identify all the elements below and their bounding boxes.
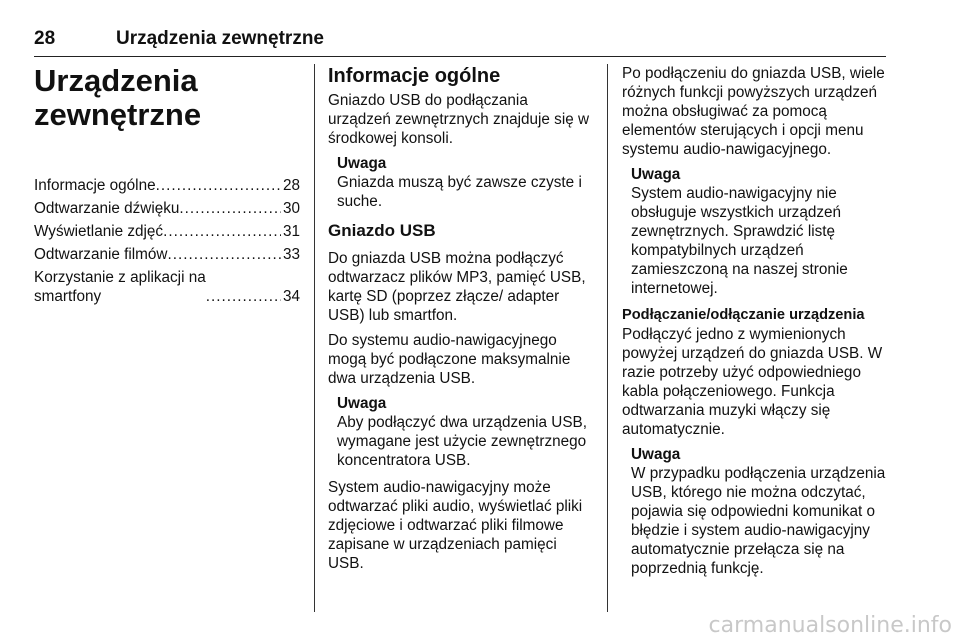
- chapter-title: Urządzenia zewnętrzne: [34, 63, 202, 132]
- note-title: Uwaga: [337, 395, 387, 412]
- paragraph: Po podłączeniu do gniazda USB, wiele różnych funkcji powyższych urządzeń można obsługiwać za pomocą elementów sterujących i opcji menu systemu audio-nawigacyjnego.: [622, 65, 885, 158]
- column-toc: [34, 64, 300, 310]
- toc-leader: [206, 287, 281, 306]
- note-text: W przypadku podłączenia urządzenia USB, którego nie można odczytać, pojawia się odpowiedni komunikat o błędzie i system audio-nawigacyjny automatycznie przełącza się na poprzednią funkcję.: [631, 465, 886, 577]
- toc-page: 34: [282, 288, 300, 305]
- note-text: Aby podłączyć dwa urządzenia USB, wymagane jest użycie zewnętrznego koncentratora USB.: [337, 414, 587, 469]
- toc-leader: [163, 222, 281, 241]
- note-text: Gniazda muszą być zawsze czyste i suche.: [337, 174, 582, 210]
- paragraph: Do gniazda USB można podłączyć odtwarzacz plików MP3, pamięć USB, kartę SD (poprzez złącze/ adapter USB) lub smartfon.: [328, 250, 586, 324]
- toc-page: 30: [282, 200, 300, 217]
- toc-label: Korzystanie z aplikacji na smartfony: [34, 269, 206, 305]
- note-text: System audio-nawigacyjny nie obsługuje wszystkich urządzeń zewnętrznych. Sprawdzić listę kompatybilnych urządzeń zamieszczoną na naszej stronie internetowej.: [631, 185, 848, 297]
- column-general-info: [328, 64, 594, 579]
- toc-label: Odtwarzanie filmów: [34, 246, 168, 263]
- page-number: 28: [34, 28, 56, 49]
- toc-label: Wyświetlanie zdjęć: [34, 223, 164, 240]
- note-box: [337, 154, 594, 211]
- table-of-contents: [34, 176, 300, 306]
- toc-leader: [167, 245, 281, 264]
- note-title: Uwaga: [631, 166, 681, 183]
- toc-label: Informacje ogólne: [34, 177, 156, 194]
- section-heading: Informacje ogólne: [328, 65, 501, 87]
- paragraph: Do systemu audio-nawigacyjnego mogą być podłączone maksymalnie dwa urządzenia USB.: [328, 332, 571, 387]
- note-box: [631, 165, 888, 298]
- toc-page: 33: [282, 246, 300, 263]
- toc-entry[interactable]: [34, 268, 300, 306]
- column-divider: [607, 64, 608, 612]
- toc-entry[interactable]: [34, 245, 300, 264]
- page-header: [34, 28, 886, 57]
- subsection-heading: Podłączanie/odłączanie urządzenia: [622, 307, 865, 323]
- column-usb-connection: [622, 64, 888, 586]
- note-title: Uwaga: [337, 155, 387, 172]
- note-box: [337, 394, 594, 470]
- note-title: Uwaga: [631, 446, 681, 463]
- toc-entry[interactable]: [34, 176, 300, 195]
- toc-leader: [179, 199, 281, 218]
- paragraph: System audio-nawigacyjny może odtwarzać pliki audio, wyświetlać pliki zdjęciowe i odtwarzać pliki filmowe zapisane w urządzeniach pamięci USB.: [328, 479, 583, 572]
- toc-label: Odtwarzanie dźwięku: [34, 200, 180, 217]
- watermark: carmanualsonline.info: [708, 613, 952, 638]
- toc-page: 28: [282, 177, 300, 194]
- toc-entry[interactable]: [34, 222, 300, 241]
- running-title: Urządzenia zewnętrzne: [116, 28, 324, 49]
- toc-entry[interactable]: [34, 199, 300, 218]
- column-divider: [314, 64, 315, 612]
- note-box: [631, 445, 888, 578]
- toc-page: 31: [282, 223, 300, 240]
- toc-leader: [156, 176, 281, 195]
- paragraph: Gniazdo USB do podłączania urządzeń zewnętrznych znajduje się w środkowej konsoli.: [328, 92, 590, 147]
- subsection-heading: Gniazdo USB: [328, 221, 436, 240]
- paragraph: Podłączyć jedno z wymienionych powyżej urządzeń do gniazda USB. W razie potrzeby użyć odpowiedniego kabla połączeniowego. Funkcja odtwarzania muzyki włączy się automatycznie.: [622, 326, 883, 438]
